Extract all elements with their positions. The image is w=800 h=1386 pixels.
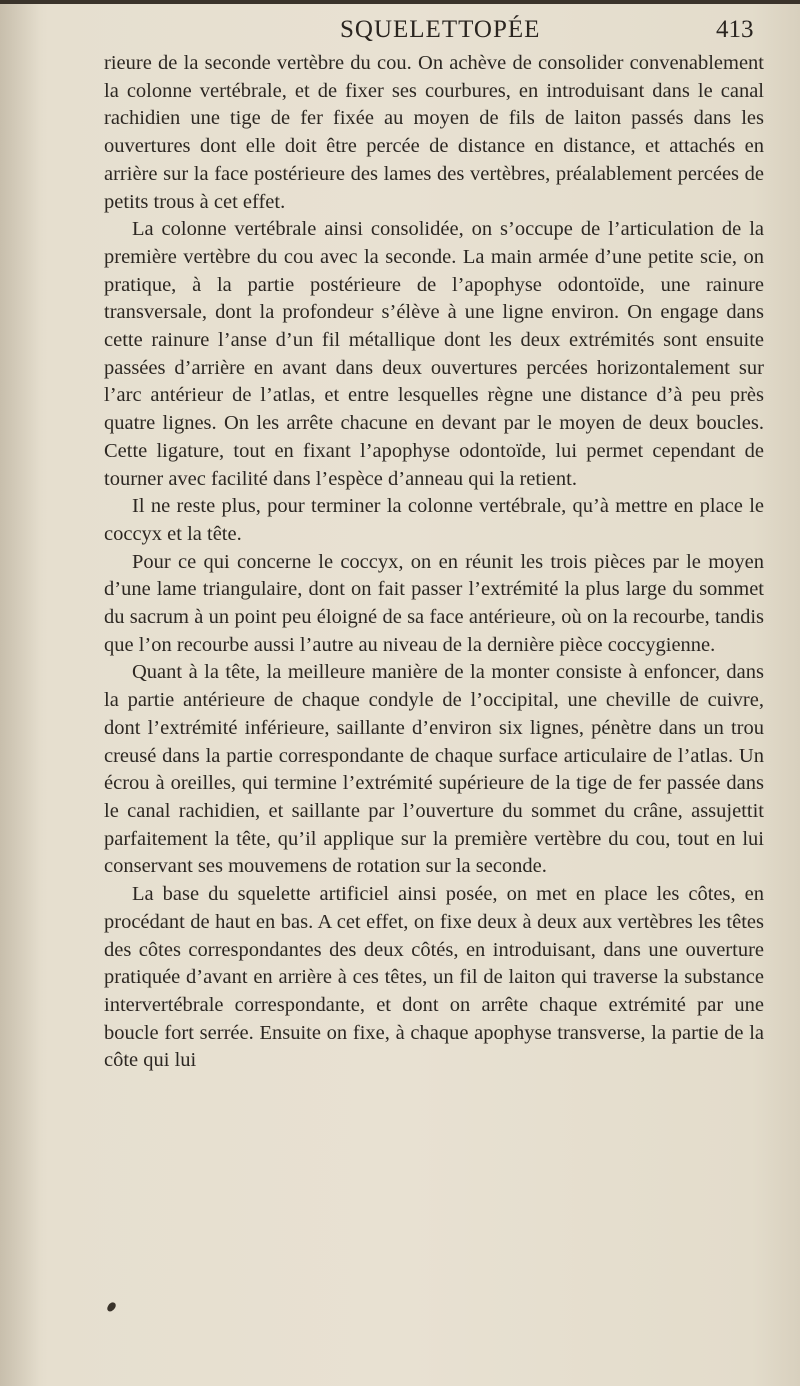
top-edge-rule xyxy=(0,0,800,4)
paragraph-5: Quant à la tête, la meilleure manière de la monter consiste à enfoncer, dans la partie antérieure de chaque condyle de l’occipital, une cheville de cuivre, dont l’extrémité inférieure, saillante d’environ six lignes, pénètre dans un trou creusé dans la partie correspondante de chaque surface articulaire de l’atlas. Un écrou à oreilles, qui termine l’extrémité supérieure de la tige de fer passée dans le canal rachidien, et saillante par l’ouverture du sommet du crâne, assujettit parfaitement la tête, qu’il applique sur la première vertèbre du cou, tout en lui conservant ses mouvemens de rotation sur la seconde. xyxy=(104,661,764,878)
running-title: SQUELETTOPÉE xyxy=(340,16,541,43)
ink-blot xyxy=(106,1301,117,1313)
paragraph-4: Pour ce qui concerne le coccyx, on en réunit les trois pièces par le moyen d’une lame triangulaire, dont on fait passer l’extrémité la plus large du sommet du sacrum à un point peu éloigné de sa face antérieure, où on la recourbe, tandis que l’on recourbe aussi l’autre au niveau de la dernière pièce coccygienne. xyxy=(104,550,764,656)
body-text xyxy=(104,50,764,1075)
paragraph-1: rieure de la seconde vertèbre du cou. On achève de consolider convenablement la colonne vertébrale, et de fixer ses courbures, en introduisant dans le canal rachidien une tige de fer fixée au moyen de fils de laiton passés dans les ouvertures dont elle doit être percée de distance en distance, et attachés en arrière sur la face postérieure des lames des vertèbres, préalablement percées de petits trous à cet effet. xyxy=(104,52,764,213)
binding-shadow xyxy=(0,0,40,1386)
paragraph-3: Il ne reste plus, pour terminer la colonne vertébrale, qu’à mettre en place le coccyx et la tête. xyxy=(104,495,764,545)
page-number: 413 xyxy=(716,16,754,43)
page-header xyxy=(0,16,800,52)
paragraph-6: La base du squelette artificiel ainsi posée, on met en place les côtes, en procédant de haut en bas. A cet effet, on fixe deux à deux aux vertèbres les têtes des côtes correspondantes des deux côtés, en introduisant, dans une ouverture pratiquée d’avant en arrière à ces têtes, un fil de laiton qui traverse la substance intervertébrale correspondante, et dont on arrête chaque extrémité par une boucle fort serrée. Ensuite on fixe, à chaque apophyse transverse, la partie de la côte qui lui xyxy=(104,883,764,1072)
paragraph-2: La colonne vertébrale ainsi consolidée, on s’occupe de l’articulation de la première vertèbre du cou avec la seconde. La main armée d’une petite scie, on pratique, à la partie postérieure de l’apophyse odontoïde, une rainure transversale, dont la profondeur s’élève à une ligne environ. On engage dans cette rainure l’anse d’un fil métallique dont les deux extrémités sont ensuite passées d’arrière en avant dans deux ouvertures percées horizontalement sur l’arc antérieur de l’atlas, et entre lesquelles règne une distance d’à peu près quatre lignes. On les arrête chacune en devant par le moyen de deux boucles. Cette ligature, tout en fixant l’apophyse odontoïde, lui permet cependant de tourner avec facilité dans l’espèce d’anneau qui la retient. xyxy=(104,218,764,490)
